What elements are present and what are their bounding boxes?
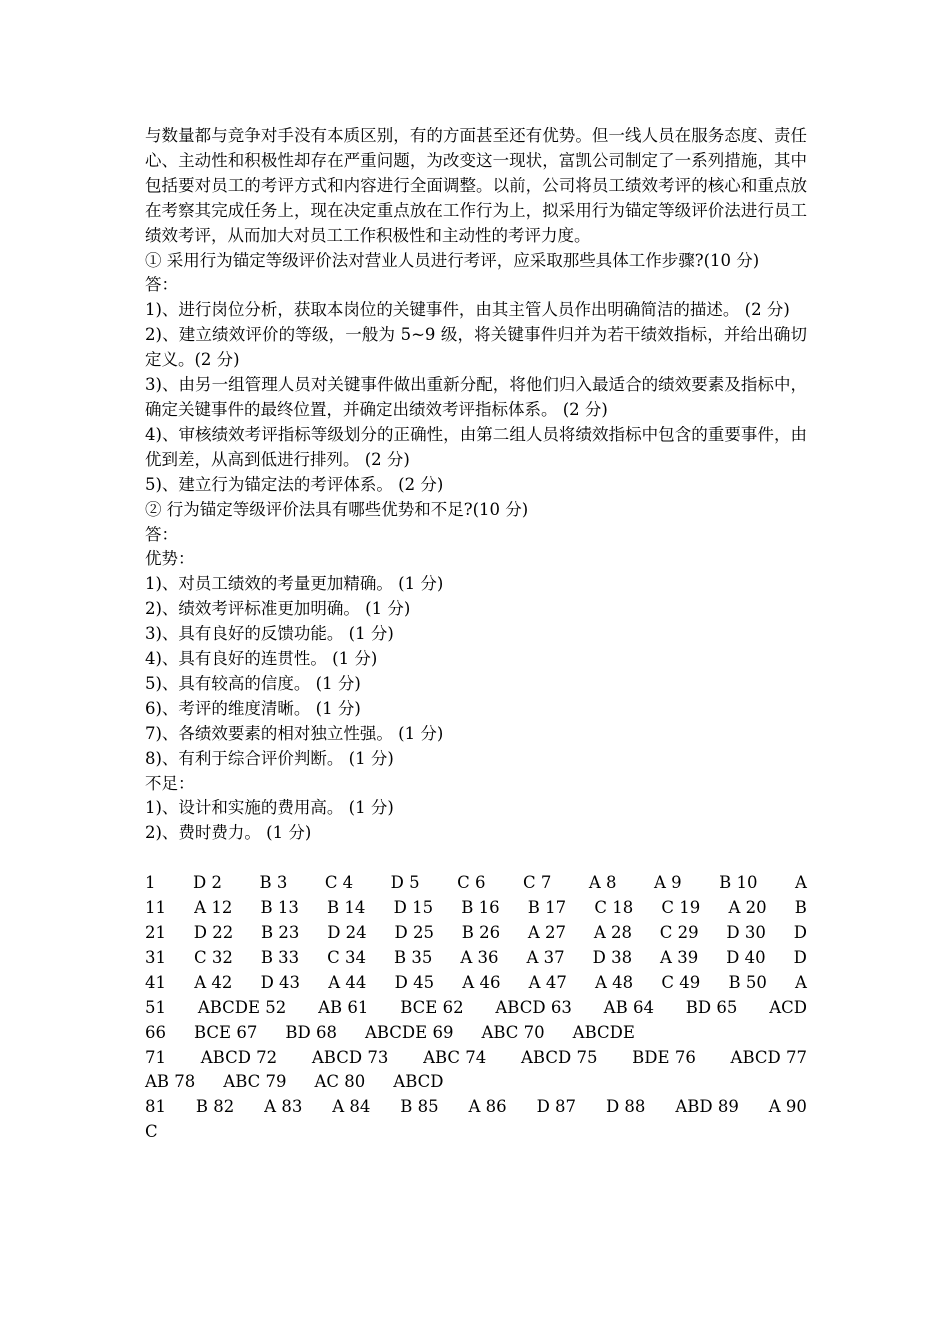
answer-key-cell: BCE 67 bbox=[194, 1022, 258, 1042]
answer-key-cell: D 30 bbox=[726, 922, 766, 942]
answer-key-row bbox=[145, 971, 807, 996]
answer-key-cell: C 7 bbox=[523, 873, 552, 893]
advantage-item: 4)、具有良好的连贯性。 (1 分) bbox=[145, 649, 378, 669]
answer-key-cell: 66 bbox=[145, 1022, 166, 1042]
answer-key-row bbox=[145, 921, 807, 946]
advantage-item: 8)、有利于综合评价判断。 (1 分) bbox=[145, 748, 394, 768]
answer-key-cell: D 24 bbox=[327, 922, 367, 942]
answer-key-cell: A 8 bbox=[588, 873, 617, 893]
answer-key-cell: AB 78 bbox=[145, 1072, 196, 1092]
advantage-item: 7)、各绩效要素的相对独立性强。 (1 分) bbox=[145, 723, 444, 743]
answer-key-cell: C 19 bbox=[661, 898, 701, 918]
answer-key-cell: ABC 70 bbox=[481, 1022, 545, 1042]
answer-key-cell: D 15 bbox=[393, 898, 434, 918]
document-page bbox=[145, 124, 807, 1145]
step-4: 4)、审核绩效考评指标等级划分的正确性，由第二组人员将绩效指标中包含的重要事件，由优到差，从高到低进行排列。 (2 分) bbox=[145, 424, 807, 469]
answer-key-row bbox=[145, 1070, 807, 1095]
answer-key-cell: ABC 79 bbox=[223, 1072, 287, 1092]
answer-key-cell: D bbox=[793, 947, 807, 967]
advantage-item: 1)、对员工绩效的考量更加精确。 (1 分) bbox=[145, 574, 444, 594]
answer-key-cell: 11 bbox=[145, 898, 166, 918]
answer-key-cell: A 9 bbox=[654, 873, 682, 893]
answer-key-cell: A 20 bbox=[728, 898, 767, 918]
answer-key-cell: B 23 bbox=[261, 922, 300, 942]
answer-key-cell: ABCDE 52 bbox=[197, 997, 287, 1017]
answer-key-cell: ABCDE bbox=[572, 1022, 635, 1042]
answer-key bbox=[145, 871, 807, 1145]
step-5: 5)、建立行为锚定法的考评体系。 (2 分) bbox=[145, 474, 444, 494]
answer-key-cell: B 17 bbox=[527, 898, 567, 918]
answer-key-cell: A bbox=[795, 972, 807, 992]
answer-key-cell: ABCD 73 bbox=[311, 1047, 389, 1067]
answer-key-cell: AB 64 bbox=[603, 997, 654, 1017]
answer-key-cell: D 2 bbox=[192, 873, 222, 893]
answer-key-cell: A 27 bbox=[527, 922, 567, 942]
answer-key-cell: A 90 bbox=[768, 1097, 807, 1117]
answer-key-cell: A 86 bbox=[468, 1097, 507, 1117]
spacer bbox=[145, 846, 807, 871]
disadvantage-item: 2)、费时费力。 (1 分) bbox=[145, 823, 312, 843]
answer-key-cell: A 36 bbox=[460, 947, 499, 967]
answer-key-row bbox=[145, 896, 807, 921]
advantage-item: 3)、具有良好的反馈功能。 (1 分) bbox=[145, 624, 394, 644]
answer-key-cell: B 33 bbox=[260, 947, 300, 967]
advantage-item: 5)、具有较高的信度。 (1 分) bbox=[145, 673, 361, 693]
answer-key-cell: C 34 bbox=[327, 947, 367, 967]
answer-key-cell: D 87 bbox=[536, 1097, 577, 1117]
answer-label-2: 答： bbox=[145, 524, 178, 544]
answer-key-cell: D 40 bbox=[726, 947, 766, 967]
answer-key-cell: 21 bbox=[145, 922, 166, 942]
answer-key-cell: B bbox=[794, 898, 807, 918]
answer-key-cell: B 16 bbox=[461, 898, 500, 918]
answer-key-cell: D 45 bbox=[394, 972, 435, 992]
answer-key-cell: D 38 bbox=[592, 947, 633, 967]
answer-key-cell: A 46 bbox=[462, 972, 501, 992]
answer-key-row bbox=[145, 946, 807, 971]
answer-key-cell: B 26 bbox=[461, 922, 501, 942]
answer-key-cell: ABCD 72 bbox=[200, 1047, 278, 1067]
answer-key-cell: D 5 bbox=[390, 873, 420, 893]
answer-key-cell: ABCD 77 bbox=[730, 1047, 807, 1067]
answer-key-cell: BD 65 bbox=[685, 997, 738, 1017]
answer-key-cell: B 35 bbox=[394, 947, 433, 967]
answer-key-cell: C 32 bbox=[193, 947, 233, 967]
answer-key-row bbox=[145, 1021, 807, 1046]
answer-key-cell: A 84 bbox=[332, 1097, 371, 1117]
answer-key-cell: A 42 bbox=[194, 972, 233, 992]
answer-key-cell: AC 80 bbox=[314, 1072, 366, 1092]
answer-key-cell: B 85 bbox=[400, 1097, 439, 1117]
answer-key-row bbox=[145, 871, 807, 896]
answer-key-cell: C 4 bbox=[324, 873, 354, 893]
answer-key-cell: 51 bbox=[145, 997, 166, 1017]
answer-key-cell: A 28 bbox=[593, 922, 632, 942]
answer-key-cell: ABC 74 bbox=[423, 1047, 487, 1067]
answer-key-cell: A 83 bbox=[264, 1097, 303, 1117]
answer-key-cell: D 25 bbox=[394, 922, 434, 942]
answer-key-cell: 41 bbox=[145, 972, 166, 992]
answer-label-1: 答： bbox=[145, 275, 178, 295]
answer-key-cell: C 49 bbox=[661, 972, 701, 992]
answer-key-cell: ABCD 63 bbox=[495, 997, 572, 1017]
answer-key-cell: ABCDE 69 bbox=[364, 1022, 454, 1042]
answer-key-row bbox=[145, 1095, 807, 1120]
disadvantage-item: 1)、设计和实施的费用高。 (1 分) bbox=[145, 798, 394, 818]
step-3: 3)、由另一组管理人员对关键事件做出重新分配，将他们归入最适合的绩效要素及指标中，确定关键事件的最终位置，并确定出绩效考评指标体系。 (2 分) bbox=[145, 375, 807, 419]
step-2: 2)、建立绩效评价的等级，一般为 5~9 级，将关键事件归并为若干绩效指标，并给出确切定义。(2 分) bbox=[145, 325, 807, 370]
answer-key-cell: D bbox=[793, 922, 807, 942]
advantage-item: 6)、考评的维度清晰。 (1 分) bbox=[145, 698, 361, 718]
answer-key-cell: B 82 bbox=[195, 1097, 235, 1117]
answer-key-row bbox=[145, 1046, 807, 1071]
disadvantages-label: 不足： bbox=[145, 773, 195, 793]
answer-key-cell: 31 bbox=[145, 947, 166, 967]
answer-key-cell: D 43 bbox=[260, 972, 301, 992]
answer-key-cell: A 47 bbox=[528, 972, 567, 992]
answer-key-cell: BD 68 bbox=[285, 1022, 337, 1042]
answer-key-cell: A 12 bbox=[194, 898, 233, 918]
answer-key-cell: BCE 62 bbox=[400, 997, 464, 1017]
answer-key-cell: B 50 bbox=[728, 972, 767, 992]
answer-key-cell: ABCD bbox=[393, 1072, 444, 1092]
answer-key-cell: A 39 bbox=[660, 947, 699, 967]
answer-key-cell: C 18 bbox=[594, 898, 634, 918]
question-1: ① 采用行为锚定等级评价法对营业人员进行考评，应采取那些具体工作步骤?(10 分) bbox=[145, 250, 760, 270]
question-2: ② 行为锚定等级评价法具有哪些优势和不足?(10 分) bbox=[145, 499, 529, 519]
answer-key-cell: 71 bbox=[145, 1047, 166, 1067]
answer-key-row bbox=[145, 996, 807, 1021]
answer-key-cell: B 3 bbox=[259, 873, 288, 893]
answer-key-cell: C 6 bbox=[457, 873, 486, 893]
answer-key-cell: C bbox=[145, 1122, 158, 1142]
step-1: 1)、进行岗位分析，获取本岗位的关键事件，由其主管人员作出明确简洁的描述。 (2 分) bbox=[145, 300, 790, 320]
answer-key-cell: 81 bbox=[145, 1097, 166, 1117]
advantage-item: 2)、绩效考评标准更加明确。 (1 分) bbox=[145, 599, 411, 619]
answer-key-cell: A 48 bbox=[595, 972, 634, 992]
answer-key-cell: A bbox=[795, 873, 807, 893]
answer-key-cell: A 37 bbox=[526, 947, 565, 967]
answer-key-cell: 1 bbox=[145, 873, 156, 893]
answer-key-cell: D 88 bbox=[605, 1097, 646, 1117]
answer-key-cell: ABD 89 bbox=[675, 1097, 739, 1117]
advantages-label: 优势： bbox=[145, 549, 195, 569]
answer-key-cell: BDE 76 bbox=[632, 1047, 696, 1067]
answer-key-cell: A 44 bbox=[328, 972, 367, 992]
answer-key-cell: B 14 bbox=[327, 898, 366, 918]
answer-key-row bbox=[145, 1120, 807, 1145]
answer-key-cell: B 13 bbox=[260, 898, 299, 918]
answer-key-cell: D 22 bbox=[193, 922, 234, 942]
answer-key-cell: C 29 bbox=[659, 922, 699, 942]
answer-key-cell: ACD bbox=[769, 997, 807, 1017]
answer-key-cell: B 10 bbox=[719, 873, 758, 893]
intro-paragraph: 与数量都与竞争对手没有本质区别，有的方面甚至还有优势。但一线人员在服务态度、责任心、主动性和积极性却存在严重问题，为改变这一现状，富凯公司制定了一系列措施，其中包括要对员工的考评方式和内容进行全面调整。以前，公司将员工绩效考评的核心和重点放在考察其完成任务上，现在决定重点放在工作行为上，拟采用行为锚定等级评价法进行员工绩效考评，从而加大对员工工作积极性和主动性的考评力度。 bbox=[145, 126, 807, 245]
answer-key-cell: AB 61 bbox=[318, 997, 369, 1017]
answer-key-cell: ABCD 75 bbox=[521, 1047, 598, 1067]
